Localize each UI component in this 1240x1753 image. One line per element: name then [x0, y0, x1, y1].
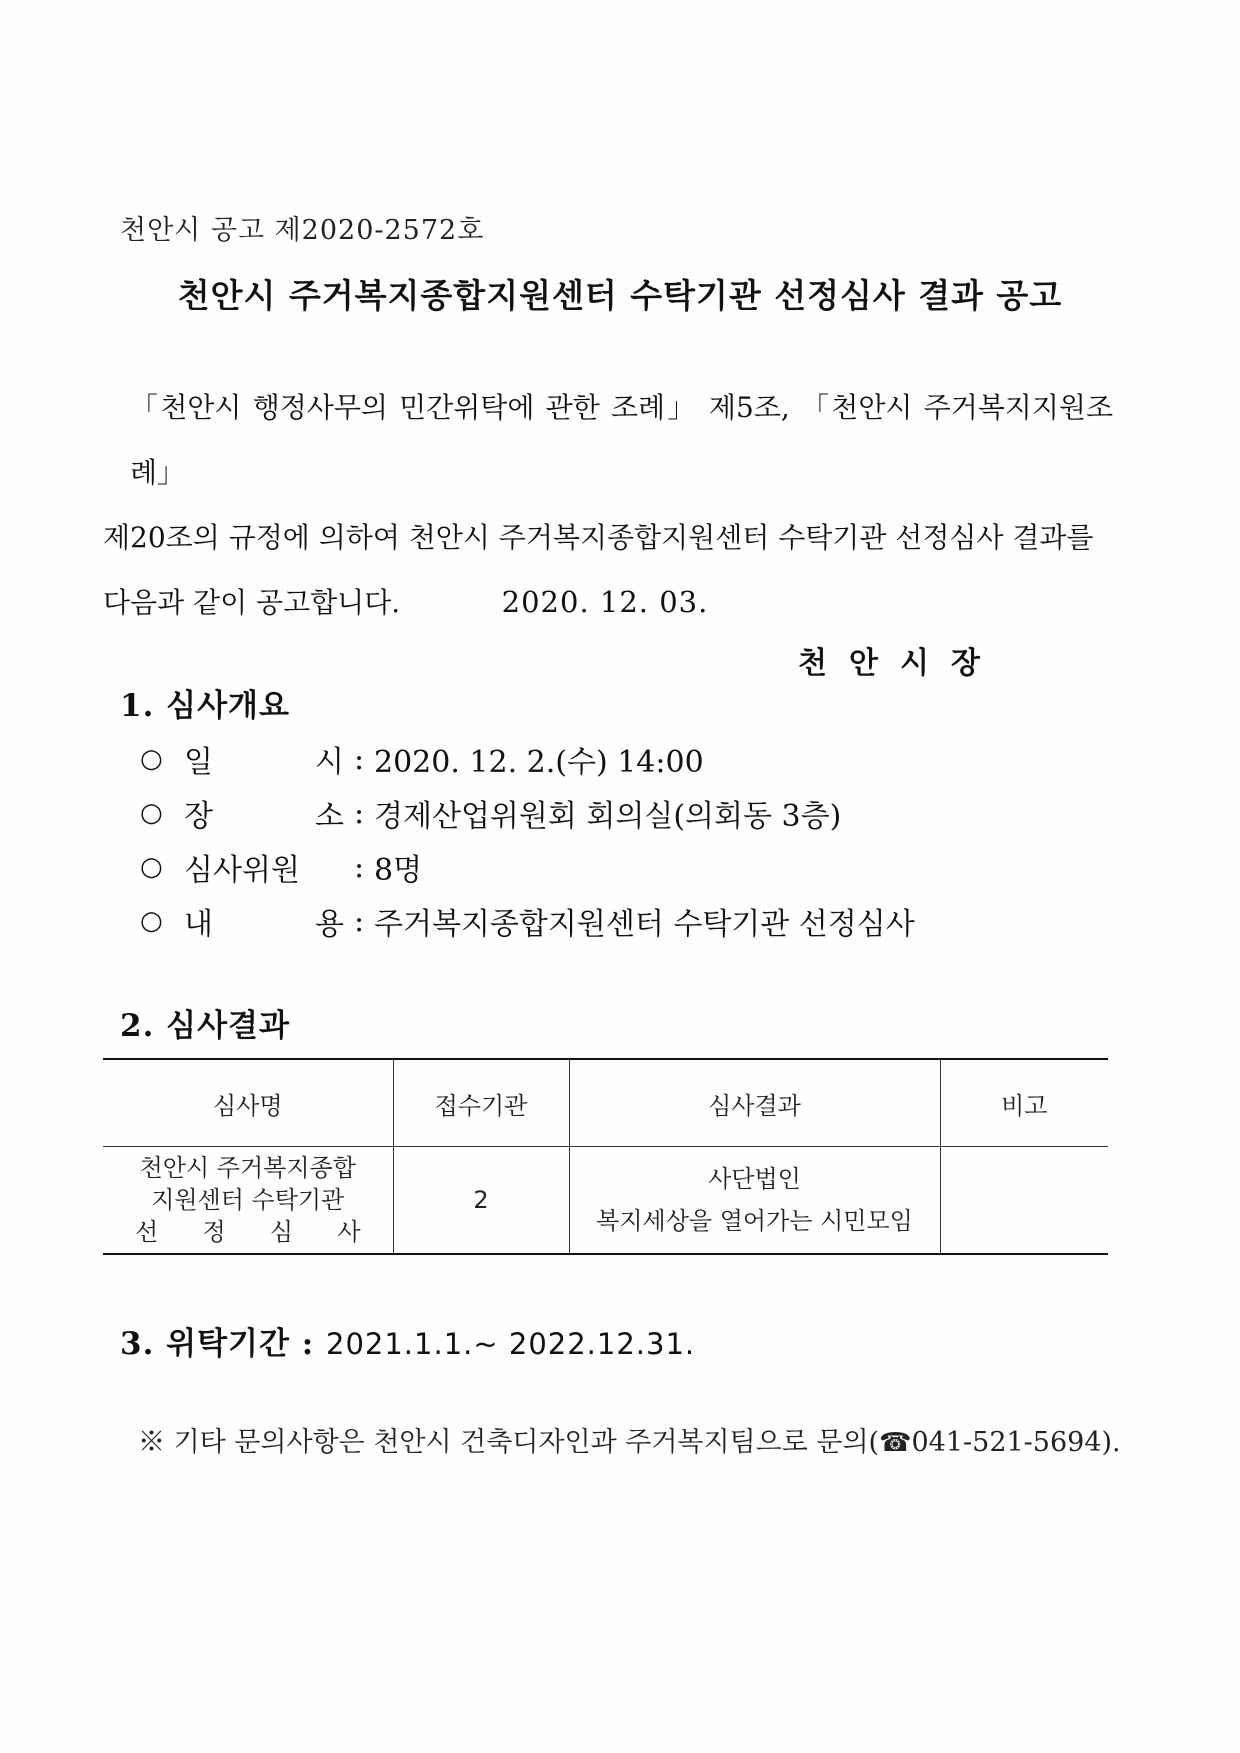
overview-label: 일 시 [184, 745, 344, 780]
header-review-name: 심사명 [103, 1059, 393, 1147]
intro-line-3: 다음과 같이 공고합니다. [103, 586, 401, 619]
reference-mark: ※ [138, 1427, 165, 1458]
overview-value: 주거복지종합지원센터 수탁기관 선정심사 [374, 907, 915, 942]
overview-label: 내 용 [184, 907, 344, 942]
header-applicants: 접수기관 [393, 1059, 569, 1147]
document-title: 천안시 주거복지종합지원센터 수탁기관 선정심사 결과 공고 [177, 276, 1063, 315]
section-3-heading: 3. 위탁기간 : 2021.1.1.~ 2022.12.31. [120, 1326, 696, 1362]
overview-item-content: ○ 내 용 : 주거복지종합지원센터 수탁기관 선정심사 [140, 894, 915, 948]
issuer-signature: 천안시장 [798, 646, 1002, 681]
overview-value: 8명 [374, 853, 423, 888]
overview-label: 장 소 [184, 799, 344, 834]
contact-note: ※ 기타 문의사항은 천안시 건축디자인과 주거복지팀으로 문의(☎041-521-5694). [138, 1427, 1121, 1458]
section-1-heading: 1. 심사개요 [120, 688, 290, 724]
cell-review-name: 천안시 주거복지종합 지원센터 수탁기관 선 정 심 사 [103, 1147, 393, 1255]
notice-number: 천안시 공고 제2020-2572호 [120, 215, 485, 246]
table-row [103, 1147, 1108, 1255]
overview-item-location: ○ 장 소 : 경제산업위원회 회의실(의회동 3층) [140, 786, 915, 840]
overview-value: 2020. 12. 2.(수) 14:00 [374, 745, 704, 780]
bullet-circle-icon: ○ [140, 852, 163, 882]
overview-list [140, 732, 915, 948]
overview-item-reviewers: ○ 심사위원 : 8명 [140, 840, 915, 894]
overview-value: 경제산업위원회 회의실(의회동 3층) [374, 799, 842, 834]
results-table [103, 1058, 1108, 1255]
header-review-result: 심사결과 [569, 1059, 940, 1147]
section-2-heading: 2. 심사결과 [120, 1008, 290, 1044]
overview-item-datetime: ○ 일 시 : 2020. 12. 2.(수) 14:00 [140, 732, 915, 786]
header-remarks: 비고 [940, 1059, 1108, 1147]
cell-applicants: 2 [393, 1147, 569, 1255]
bullet-circle-icon: ○ [140, 798, 163, 828]
overview-label: 심사위원 [184, 853, 300, 888]
telephone-icon: ☎ [879, 1428, 912, 1458]
entrustment-period: 2021.1.1.~ 2022.12.31. [326, 1327, 696, 1361]
contact-phone: 041-521-5694). [911, 1427, 1121, 1458]
bullet-circle-icon: ○ [140, 906, 163, 936]
notice-date: 2020. 12. 03. [501, 585, 709, 619]
intro-line-2: 제20조의 규정에 의하여 천안시 주거복지종합지원센터 수탁기관 선정심사 결과를 [103, 521, 1094, 554]
cell-review-result: 사단법인 복지세상을 열어가는 시민모임 [569, 1147, 940, 1255]
intro-line-1: 「천안시 행정사무의 민간위탁에 관한 조례」 제5조, 「천안시 주거복지지원조례」 [130, 391, 1113, 489]
cell-remarks [940, 1147, 1108, 1255]
table-header-row [103, 1059, 1108, 1147]
bullet-circle-icon: ○ [140, 744, 163, 774]
